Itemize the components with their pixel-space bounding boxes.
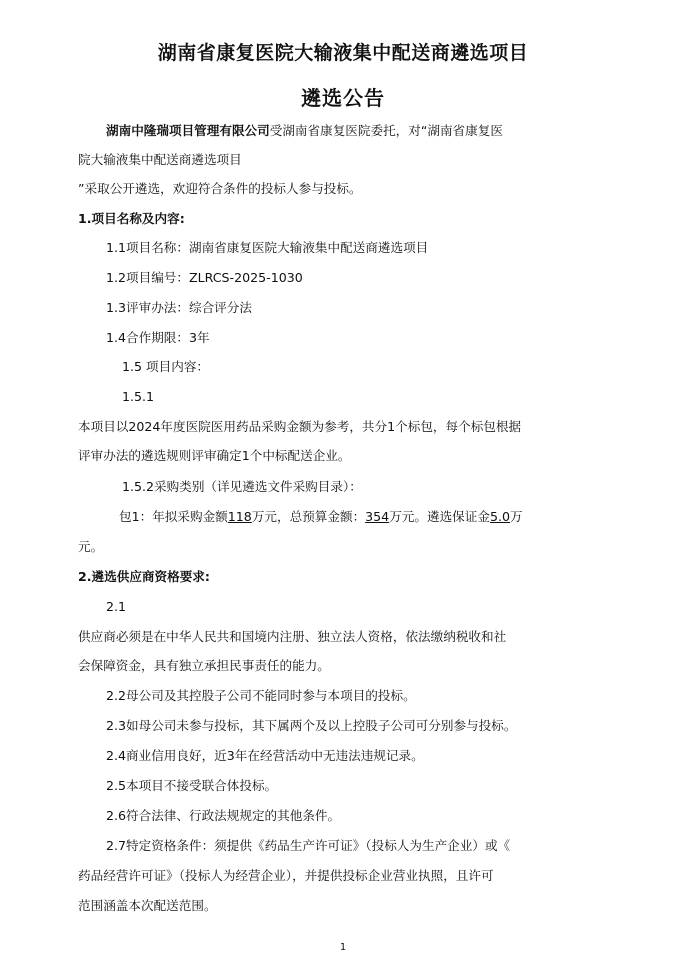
- item-2-4: 2.4商业信用良好，近3年在经营活动中无违法违规记录。: [106, 748, 424, 763]
- paragraph-1-5-1-line-2: 评审办法的遴选规则评审确定1个中标配送企业。: [78, 448, 351, 463]
- document-title: 湖南省康复医院大输液集中配送商遴选项目: [157, 42, 529, 64]
- item-1-5: 1.5 项目内容：: [122, 359, 210, 374]
- intro-line-1: [106, 122, 646, 140]
- item-2-3: 2.3如母公司未参与投标，其下属两个及以上控股子公司可分别参与投标。: [106, 718, 517, 733]
- paragraph-2-1-line-1: 供应商必须是在中华人民共和国境内注册、独立法人资格，依法缴纳税收和社: [78, 629, 507, 644]
- item-1-4: 1.4合作期限：3年: [106, 330, 210, 345]
- item-2-7-line-1: 2.7特定资格条件：须提供《药品生产许可证》（投标人为生产企业）或《: [106, 838, 511, 853]
- package-1-line-2: 元。: [78, 539, 104, 554]
- package-text-b: 万元，总预算金额：: [251, 509, 366, 524]
- item-1-5-2: 1.5.2采购类别（详见遴选文件采购目录）：: [122, 479, 362, 494]
- item-2-6: 2.6符合法律、行政法规规定的其他条件。: [106, 808, 341, 823]
- package-text-d: 万: [509, 509, 523, 524]
- intro-line-3: ”采取公开遴选，欢迎符合条件的投标人参与投标。: [78, 181, 362, 196]
- document-subtitle: 遴选公告: [301, 86, 385, 110]
- package-label: 包1：年拟采购金额: [119, 509, 228, 524]
- section-2-heading: 2.遴选供应商资格要求:: [78, 569, 210, 584]
- package-1-line: [119, 508, 659, 526]
- item-1-2: 1.2项目编号：ZLRCS-2025-1030: [106, 270, 303, 285]
- item-1-5-1: 1.5.1: [122, 389, 155, 404]
- item-2-7-line-2: 药品经营许可证》（投标人为经营企业），并提供投标企业营业执照，且许可: [78, 868, 494, 883]
- intro-text: 受湖南省康复医院委托，对“湖南省康复医: [269, 123, 503, 138]
- item-2-1: 2.1: [106, 599, 127, 614]
- intro-line-2: 院大输液集中配送商遴选项目: [78, 152, 242, 167]
- package-text-c: 万元。遴选保证金: [389, 509, 490, 524]
- annual-amount: 118: [227, 509, 252, 524]
- item-2-5: 2.5本项目不接受联合体投标。: [106, 778, 278, 793]
- item-1-1: 1.1项目名称：湖南省康复医院大输液集中配送商遴选项目: [106, 240, 429, 255]
- item-2-2: 2.2母公司及其控股子公司不能同时参与本项目的投标。: [106, 688, 416, 703]
- paragraph-1-5-1-line-1: 本项目以2024年度医院医用药品采购金额为参考，共分1个标包，每个标包根据: [78, 419, 522, 434]
- deposit-amount: 5.0: [489, 509, 510, 524]
- item-1-3: 1.3评审办法：综合评分法: [106, 300, 252, 315]
- page-number: 1: [339, 942, 347, 953]
- paragraph-2-1-line-2: 会保障资金，具有独立承担民事责任的能力。: [78, 658, 330, 673]
- agency-name: 湖南中隆瑞项目管理有限公司: [106, 123, 270, 138]
- item-2-7-line-3: 范围涵盖本次配送范围。: [78, 898, 217, 913]
- section-1-heading: 1.项目名称及内容:: [78, 211, 185, 226]
- total-budget: 354: [365, 509, 390, 524]
